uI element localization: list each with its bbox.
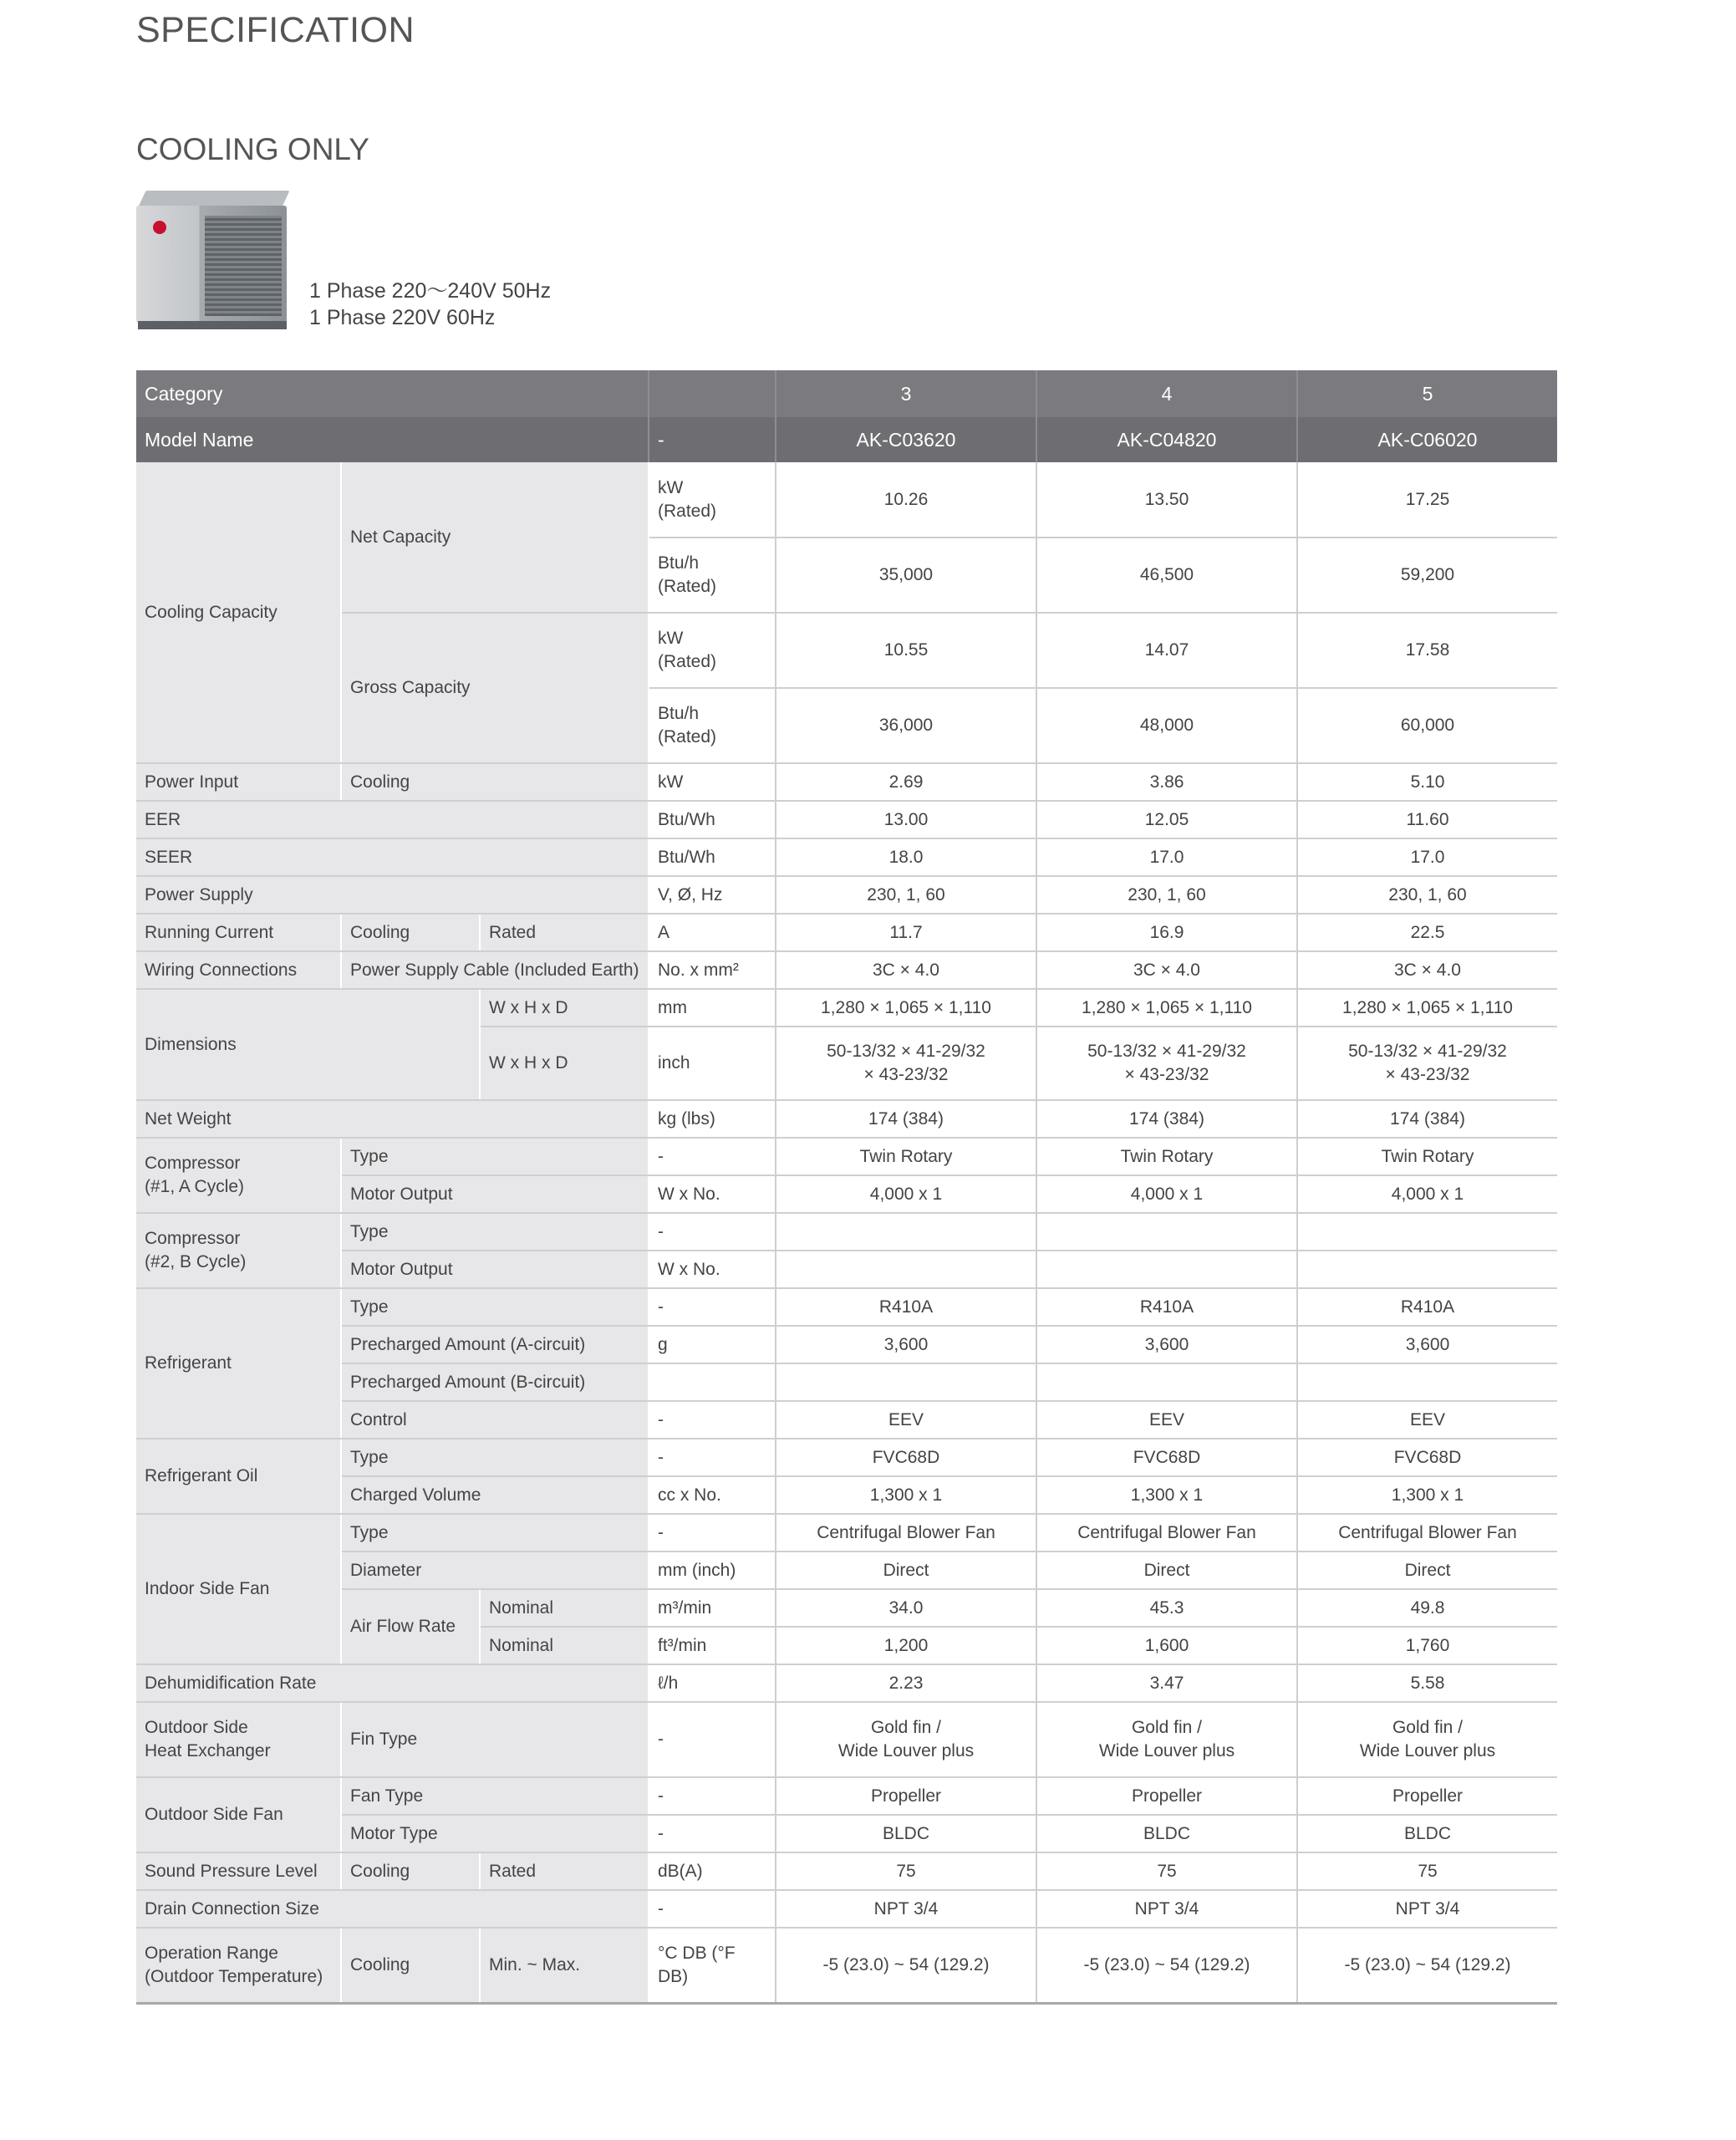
table-row	[136, 462, 1557, 538]
row-label: EER	[136, 801, 649, 838]
row-label: Rated	[480, 914, 649, 951]
row-label: Control	[341, 1401, 649, 1439]
value-cell: BLDC	[1036, 1815, 1297, 1852]
row-label: Motor Type	[341, 1815, 649, 1852]
value-cell	[1036, 1363, 1297, 1401]
value-cell: 17.25	[1297, 462, 1557, 538]
value-cell: 230, 1, 60	[1297, 876, 1557, 914]
row-label: Air Flow Rate	[341, 1589, 480, 1664]
value-cell: 3,600	[1297, 1326, 1557, 1363]
value-cell: 36,000	[776, 688, 1036, 763]
brand-logo-icon	[153, 221, 166, 234]
row-label: Precharged Amount (A-circuit)	[341, 1326, 649, 1363]
table-row	[136, 1928, 1557, 2003]
unit-cell: W x No.	[649, 1175, 776, 1213]
table-row	[136, 1288, 1557, 1326]
model-name: AK-C04820	[1036, 417, 1297, 462]
row-label: Nominal	[480, 1589, 649, 1627]
value-cell: 17.0	[1297, 838, 1557, 876]
table-row	[136, 1702, 1557, 1777]
value-cell: 10.55	[776, 613, 1036, 688]
row-label: Refrigerant Oil	[136, 1439, 341, 1514]
category-value: 3	[776, 370, 1036, 417]
value-cell: -5 (23.0) ~ 54 (129.2)	[776, 1928, 1036, 2003]
table-row	[136, 1552, 1557, 1589]
value-cell: EEV	[776, 1401, 1036, 1439]
value-cell: 1,300 x 1	[1297, 1476, 1557, 1514]
row-label: Type	[341, 1138, 649, 1175]
row-label: Min. ~ Max.	[480, 1928, 649, 2003]
row-label: Drain Connection Size	[136, 1890, 649, 1928]
value-cell: 11.60	[1297, 801, 1557, 838]
value-cell: Gold fin / Wide Louver plus	[1297, 1702, 1557, 1777]
value-cell: 174 (384)	[776, 1100, 1036, 1138]
value-cell: 230, 1, 60	[776, 876, 1036, 914]
value-cell: BLDC	[776, 1815, 1036, 1852]
model-unit: -	[649, 417, 776, 462]
category-value: 4	[1036, 370, 1297, 417]
value-cell	[776, 1251, 1036, 1288]
value-cell: EEV	[1297, 1401, 1557, 1439]
row-label: Power Supply	[136, 876, 649, 914]
value-cell: 48,000	[1036, 688, 1297, 763]
table-row	[136, 1326, 1557, 1363]
value-cell: 174 (384)	[1036, 1100, 1297, 1138]
table-row	[136, 763, 1557, 801]
value-cell: FVC68D	[1297, 1439, 1557, 1476]
row-label: Operation Range (Outdoor Temperature)	[136, 1928, 341, 2003]
unit-cell: W x No.	[649, 1251, 776, 1288]
row-label: Sound Pressure Level	[136, 1852, 341, 1890]
value-cell: 174 (384)	[1297, 1100, 1557, 1138]
value-cell: 50-13/32 × 41-29/32 × 43-23/32	[1297, 1027, 1557, 1100]
value-cell: 3C × 4.0	[776, 951, 1036, 989]
category-value: 5	[1297, 370, 1557, 417]
value-cell: Direct	[1036, 1552, 1297, 1589]
table-row	[136, 876, 1557, 914]
row-label: Dimensions	[136, 989, 480, 1100]
value-cell: R410A	[1036, 1288, 1297, 1326]
row-label: Fan Type	[341, 1777, 649, 1815]
table-row	[136, 1175, 1557, 1213]
value-cell: 22.5	[1297, 914, 1557, 951]
specification-table	[136, 370, 1557, 2005]
value-cell: 18.0	[776, 838, 1036, 876]
value-cell: Gold fin / Wide Louver plus	[1036, 1702, 1297, 1777]
value-cell	[1036, 1251, 1297, 1288]
row-label: Nominal	[480, 1627, 649, 1664]
value-cell: Propeller	[1036, 1777, 1297, 1815]
row-label: SEER	[136, 838, 649, 876]
value-cell: 35,000	[776, 538, 1036, 613]
value-cell: 1,280 × 1,065 × 1,110	[776, 989, 1036, 1027]
table-row	[136, 613, 1557, 688]
unit-cell: dB(A)	[649, 1852, 776, 1890]
row-label: Cooling	[341, 763, 649, 801]
unit-cell: A	[649, 914, 776, 951]
value-cell: 34.0	[776, 1589, 1036, 1627]
row-label: Power Input	[136, 763, 341, 801]
value-cell: Gold fin / Wide Louver plus	[776, 1702, 1036, 1777]
value-cell: Direct	[776, 1552, 1036, 1589]
value-cell	[1297, 1251, 1557, 1288]
value-cell: NPT 3/4	[1036, 1890, 1297, 1928]
value-cell: Twin Rotary	[1297, 1138, 1557, 1175]
value-cell: 75	[776, 1852, 1036, 1890]
row-label: Running Current	[136, 914, 341, 951]
table-row	[136, 1476, 1557, 1514]
value-cell: Centrifugal Blower Fan	[776, 1514, 1036, 1552]
unit-cell: cc x No.	[649, 1476, 776, 1514]
row-label: Net Capacity	[341, 462, 649, 613]
value-cell: 4,000 x 1	[1297, 1175, 1557, 1213]
row-label: Outdoor Side Fan	[136, 1777, 341, 1852]
page-title: SPECIFICATION	[136, 10, 415, 50]
value-cell: 1,300 x 1	[776, 1476, 1036, 1514]
unit-cell: -	[649, 1815, 776, 1852]
row-label: Type	[341, 1514, 649, 1552]
value-cell: 50-13/32 × 41-29/32 × 43-23/32	[776, 1027, 1036, 1100]
unit-cell: Btu/Wh	[649, 838, 776, 876]
category-label: Category	[136, 370, 649, 417]
row-label: Compressor (#1, A Cycle)	[136, 1138, 341, 1213]
model-name: AK-C03620	[776, 417, 1036, 462]
value-cell: EEV	[1036, 1401, 1297, 1439]
unit-cell: Btu/h (Rated)	[649, 688, 776, 763]
value-cell: 13.50	[1036, 462, 1297, 538]
value-cell: 3,600	[776, 1326, 1036, 1363]
unit-cell: g	[649, 1326, 776, 1363]
value-cell: 3,600	[1036, 1326, 1297, 1363]
table-row	[136, 989, 1557, 1027]
value-cell: 1,760	[1297, 1627, 1557, 1664]
value-cell: 3.47	[1036, 1664, 1297, 1702]
table-row	[136, 1815, 1557, 1852]
value-cell: NPT 3/4	[776, 1890, 1036, 1928]
table-header-model	[136, 417, 1557, 462]
row-label: Type	[341, 1439, 649, 1476]
unit-cell: -	[649, 1213, 776, 1251]
unit-cell: kW	[649, 763, 776, 801]
unit-cell: ℓ/h	[649, 1664, 776, 1702]
section-title: COOLING ONLY	[136, 132, 369, 166]
table-row	[136, 1514, 1557, 1552]
row-label: Precharged Amount (B-circuit)	[341, 1363, 649, 1401]
row-label: Compressor (#2, B Cycle)	[136, 1213, 341, 1288]
table-row	[136, 1439, 1557, 1476]
row-label: Cooling	[341, 1852, 480, 1890]
unit-cell: -	[649, 1439, 776, 1476]
value-cell	[776, 1213, 1036, 1251]
unit-cell: ft³/min	[649, 1627, 776, 1664]
value-cell: 12.05	[1036, 801, 1297, 838]
value-cell: Direct	[1297, 1552, 1557, 1589]
value-cell: 3.86	[1036, 763, 1297, 801]
value-cell: R410A	[776, 1288, 1036, 1326]
row-label: W x H x D	[480, 989, 649, 1027]
table-header-category	[136, 370, 1557, 417]
unit-cell: m³/min	[649, 1589, 776, 1627]
value-cell: 60,000	[1297, 688, 1557, 763]
table-row	[136, 951, 1557, 989]
value-cell: 1,600	[1036, 1627, 1297, 1664]
unit-cell: V, Ø, Hz	[649, 876, 776, 914]
value-cell: Twin Rotary	[776, 1138, 1036, 1175]
value-cell	[1297, 1213, 1557, 1251]
value-cell: 4,000 x 1	[1036, 1175, 1297, 1213]
unit-cell: inch	[649, 1027, 776, 1100]
value-cell	[1036, 1213, 1297, 1251]
value-cell: 1,300 x 1	[1036, 1476, 1297, 1514]
row-label: W x H x D	[480, 1027, 649, 1100]
row-label: Dehumidification Rate	[136, 1664, 649, 1702]
row-label: Type	[341, 1288, 649, 1326]
row-label: Wiring Connections	[136, 951, 341, 989]
value-cell: -5 (23.0) ~ 54 (129.2)	[1297, 1928, 1557, 2003]
value-cell: 4,000 x 1	[776, 1175, 1036, 1213]
row-label: Motor Output	[341, 1175, 649, 1213]
value-cell: 17.0	[1036, 838, 1297, 876]
value-cell: 2.69	[776, 763, 1036, 801]
value-cell: 50-13/32 × 41-29/32 × 43-23/32	[1036, 1027, 1297, 1100]
unit-cell: -	[649, 1514, 776, 1552]
row-label: Cooling	[341, 1928, 480, 2003]
table-row	[136, 1664, 1557, 1702]
value-cell	[1297, 1363, 1557, 1401]
value-cell: 2.23	[776, 1664, 1036, 1702]
unit-cell: mm (inch)	[649, 1552, 776, 1589]
unit-cell	[649, 1363, 776, 1401]
unit-cell: -	[649, 1777, 776, 1815]
value-cell: NPT 3/4	[1297, 1890, 1557, 1928]
value-cell: BLDC	[1297, 1815, 1557, 1852]
value-cell: 16.9	[1036, 914, 1297, 951]
table-row	[136, 1401, 1557, 1439]
unit-cell: °C DB (°F DB)	[649, 1928, 776, 2003]
value-cell: 1,280 × 1,065 × 1,110	[1036, 989, 1297, 1027]
value-cell: 230, 1, 60	[1036, 876, 1297, 914]
value-cell: 3C × 4.0	[1297, 951, 1557, 989]
row-label: Indoor Side Fan	[136, 1514, 341, 1664]
value-cell: Twin Rotary	[1036, 1138, 1297, 1175]
row-label: Motor Output	[341, 1251, 649, 1288]
unit-cell: Btu/Wh	[649, 801, 776, 838]
unit-cell: -	[649, 1288, 776, 1326]
value-cell: 46,500	[1036, 538, 1297, 613]
unit-cell: mm	[649, 989, 776, 1027]
row-label: Net Weight	[136, 1100, 649, 1138]
value-cell: 1,280 × 1,065 × 1,110	[1297, 989, 1557, 1027]
row-label: Type	[341, 1213, 649, 1251]
row-label: Diameter	[341, 1552, 649, 1589]
unit-cell: No. x mm²	[649, 951, 776, 989]
table-row	[136, 1138, 1557, 1175]
unit-cell: -	[649, 1138, 776, 1175]
value-cell	[776, 1363, 1036, 1401]
row-label: Power Supply Cable (Included Earth)	[341, 951, 649, 989]
value-cell: Centrifugal Blower Fan	[1297, 1514, 1557, 1552]
value-cell: Propeller	[776, 1777, 1036, 1815]
table-row	[136, 914, 1557, 951]
row-label: Charged Volume	[341, 1476, 649, 1514]
phase-spec-50hz: 1 Phase 220～240V 50Hz	[309, 279, 552, 303]
value-cell: Propeller	[1297, 1777, 1557, 1815]
value-cell: Centrifugal Blower Fan	[1036, 1514, 1297, 1552]
value-cell: 3C × 4.0	[1036, 951, 1297, 989]
value-cell: 75	[1036, 1852, 1297, 1890]
table-row	[136, 1589, 1557, 1627]
value-cell: -5 (23.0) ~ 54 (129.2)	[1036, 1928, 1297, 2003]
row-label: Outdoor Side Heat Exchanger	[136, 1702, 341, 1777]
row-label: Cooling	[341, 914, 480, 951]
unit-cell: Btu/h (Rated)	[649, 538, 776, 613]
value-cell: 49.8	[1297, 1589, 1557, 1627]
unit-cell: kW (Rated)	[649, 613, 776, 688]
table-row	[136, 838, 1557, 876]
row-label: Rated	[480, 1852, 649, 1890]
unit-cell: kW (Rated)	[649, 462, 776, 538]
value-cell: 45.3	[1036, 1589, 1297, 1627]
table-row	[136, 1213, 1557, 1251]
value-cell: 10.26	[776, 462, 1036, 538]
table-row	[136, 1251, 1557, 1288]
phase-spec-60hz: 1 Phase 220V 60Hz	[309, 306, 496, 329]
value-cell: 5.58	[1297, 1664, 1557, 1702]
model-label: Model Name	[136, 417, 649, 462]
table-row	[136, 1890, 1557, 1928]
row-label: Fin Type	[341, 1702, 649, 1777]
value-cell: 59,200	[1297, 538, 1557, 613]
table-row	[136, 1777, 1557, 1815]
value-cell: 13.00	[776, 801, 1036, 838]
table-row	[136, 801, 1557, 838]
row-label: Cooling Capacity	[136, 462, 341, 763]
value-cell: 1,200	[776, 1627, 1036, 1664]
value-cell: 14.07	[1036, 613, 1297, 688]
unit-cell: -	[649, 1890, 776, 1928]
unit-cell: -	[649, 1702, 776, 1777]
row-label: Refrigerant	[136, 1288, 341, 1439]
row-label: Gross Capacity	[341, 613, 649, 763]
product-image	[136, 191, 288, 341]
table-row	[136, 1363, 1557, 1401]
unit-cell: kg (lbs)	[649, 1100, 776, 1138]
unit-cell: -	[649, 1401, 776, 1439]
value-cell: R410A	[1297, 1288, 1557, 1326]
value-cell: 11.7	[776, 914, 1036, 951]
model-name: AK-C06020	[1297, 417, 1557, 462]
table-row	[136, 1852, 1557, 1890]
value-cell: 17.58	[1297, 613, 1557, 688]
table-row	[136, 1100, 1557, 1138]
value-cell: 5.10	[1297, 763, 1557, 801]
value-cell: FVC68D	[776, 1439, 1036, 1476]
value-cell: 75	[1297, 1852, 1557, 1890]
value-cell: FVC68D	[1036, 1439, 1297, 1476]
